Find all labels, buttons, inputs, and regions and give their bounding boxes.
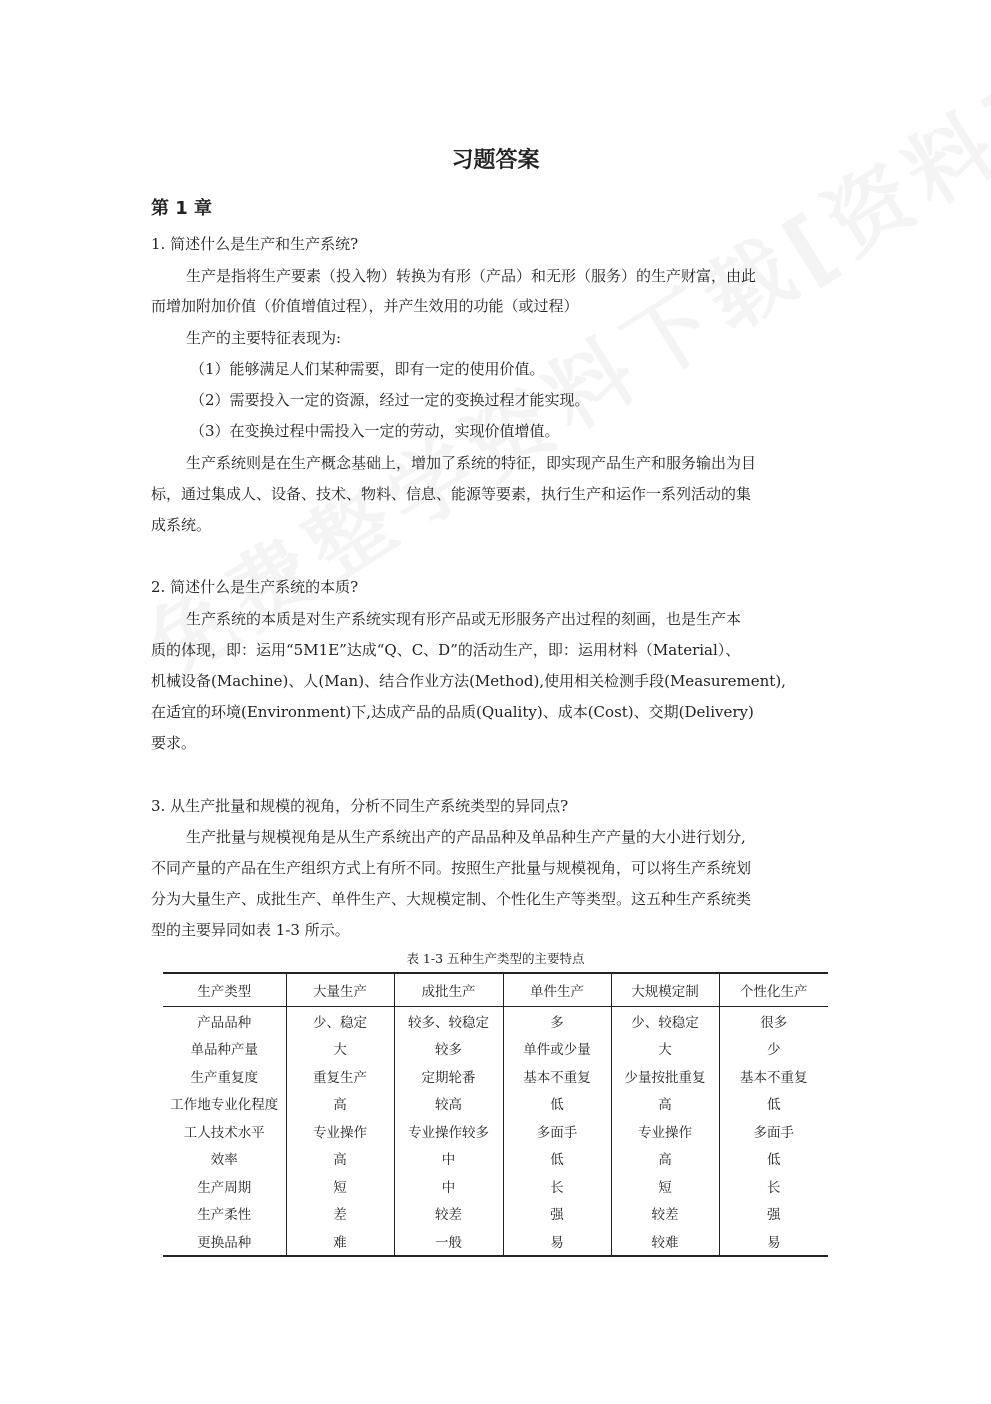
table-cell: 少、较稳定 xyxy=(611,1007,719,1035)
q2-line-1: 生产系统的本质是对生产系统实现有形产品或无形服务产出过程的刻画，也是生产本 xyxy=(186,610,742,628)
table-header-row xyxy=(163,973,828,1007)
header-cell: 大规模定制 xyxy=(611,973,719,1007)
q1-item-2: （2）需要投入一定的资源，经过一定的变换过程才能实现。 xyxy=(190,391,590,409)
q3-line-4: 型的主要异同如表 1-3 所示。 xyxy=(151,921,350,939)
q3-line-1: 生产批量与规模视角是从生产系统出产的产品品种及单品种生产产量的大小进行划分, xyxy=(186,828,746,846)
table-cell: 低 xyxy=(719,1090,828,1118)
q1-paragraph-2: 生产的主要特征表现为: xyxy=(186,329,342,347)
table-cell: 工作地专业化程度 xyxy=(163,1090,286,1118)
question-2: 2. 简述什么是生产系统的本质? xyxy=(151,578,359,596)
table-cell: 中 xyxy=(394,1172,503,1200)
q1-item-3: （3）在变换过程中需投入一定的劳动，实现价值增值。 xyxy=(190,422,560,440)
q1-item-1: （1）能够满足人们某种需要，即有一定的使用价值。 xyxy=(190,360,545,378)
table-cell: 大 xyxy=(611,1035,719,1063)
q2-line-4: 在适宜的环境(Environment)下,达成产品的品质(Quality)、成本(Cost)、交期(Delivery) xyxy=(151,703,754,721)
table-cell: 中 xyxy=(394,1145,503,1173)
table-cell: 多面手 xyxy=(719,1117,828,1145)
table-row xyxy=(163,1062,828,1090)
table-cell: 较差 xyxy=(394,1200,503,1228)
table-cell: 短 xyxy=(611,1172,719,1200)
table-cell: 易 xyxy=(719,1227,828,1256)
table-cell: 基本不重复 xyxy=(719,1062,828,1090)
question-1: 1. 简述什么是生产和生产系统? xyxy=(151,235,359,253)
table-cell: 生产柔性 xyxy=(163,1200,286,1228)
header-cell: 个性化生产 xyxy=(719,973,828,1007)
q1-paragraph-3-line-3: 成系统。 xyxy=(151,516,212,534)
q2-line-5: 要求。 xyxy=(151,734,197,752)
table-row xyxy=(163,1145,828,1173)
table-cell: 产品品种 xyxy=(163,1007,286,1035)
table-cell: 大 xyxy=(286,1035,394,1063)
table-cell: 高 xyxy=(611,1145,719,1173)
table-cell: 专业操作 xyxy=(286,1117,394,1145)
table-cell: 专业操作 xyxy=(611,1117,719,1145)
q3-line-2: 不同产量的产品在生产组织方式上有所不同。按照生产批量与规模视角，可以将生产系统划 xyxy=(151,859,752,877)
table-cell: 强 xyxy=(503,1200,611,1228)
header-cell: 单件生产 xyxy=(503,973,611,1007)
table-row xyxy=(163,1090,828,1118)
table-cell: 定期轮番 xyxy=(394,1062,503,1090)
table-cell: 易 xyxy=(503,1227,611,1256)
table-cell: 生产周期 xyxy=(163,1172,286,1200)
header-cell: 生产类型 xyxy=(163,973,286,1007)
table-cell: 较多 xyxy=(394,1035,503,1063)
table-cell: 更换品种 xyxy=(163,1227,286,1256)
header-cell: 成批生产 xyxy=(394,973,503,1007)
table-cell: 高 xyxy=(611,1090,719,1118)
table-caption: 表 1-3 五种生产类型的主要特点 xyxy=(406,951,585,966)
table-row xyxy=(163,1200,828,1228)
q2-line-2: 质的体现，即：运用“5M1E”达成“Q、C、D”的活动生产，即：运用材料（Material）、 xyxy=(151,641,741,659)
q1-paragraph-3-line-1: 生产系统则是在生产概念基础上，增加了系统的特征，即实现产品生产和服务输出为目 xyxy=(186,454,757,472)
table-cell: 单品种产量 xyxy=(163,1035,286,1063)
table-row xyxy=(163,1227,828,1256)
table-row xyxy=(163,1035,828,1063)
table-cell: 长 xyxy=(719,1172,828,1200)
table-row xyxy=(163,1172,828,1200)
table-cell: 较高 xyxy=(394,1090,503,1118)
table-cell: 工人技术水平 xyxy=(163,1117,286,1145)
table-cell: 少量按批重复 xyxy=(611,1062,719,1090)
table-cell: 高 xyxy=(286,1090,394,1118)
table-cell: 强 xyxy=(719,1200,828,1228)
q2-line-3: 机械设备(Machine)、人(Man)、结合作业方法(Method),使用相关检测手段(Measurement), xyxy=(151,672,786,690)
table-cell: 差 xyxy=(286,1200,394,1228)
header-cell: 大量生产 xyxy=(286,973,394,1007)
chapter-heading: 第 1 章 xyxy=(151,198,213,219)
table-cell: 少、稳定 xyxy=(286,1007,394,1035)
table-cell: 高 xyxy=(286,1145,394,1173)
table-cell: 较难 xyxy=(611,1227,719,1256)
table-cell: 低 xyxy=(503,1145,611,1173)
q1-paragraph-1-line-2: 而增加附加价值（价值增值过程），并产生效用的功能（或过程） xyxy=(151,297,579,315)
table-cell: 很多 xyxy=(719,1007,828,1035)
table-cell: 多面手 xyxy=(503,1117,611,1145)
table-cell: 长 xyxy=(503,1172,611,1200)
table-cell: 少 xyxy=(719,1035,828,1063)
table-cell: 多 xyxy=(503,1007,611,1035)
table-row xyxy=(163,1007,828,1035)
table-cell: 单件或少量 xyxy=(503,1035,611,1063)
table-cell: 专业操作较多 xyxy=(394,1117,503,1145)
page-title: 习题答案 xyxy=(451,148,540,173)
table-cell: 难 xyxy=(286,1227,394,1256)
table-cell: 低 xyxy=(503,1090,611,1118)
production-types-table xyxy=(163,972,828,1257)
table-cell: 较差 xyxy=(611,1200,719,1228)
q1-paragraph-1-line-1: 生产是指将生产要素（投入物）转换为有形（产品）和无形（服务）的生产财富，由此 xyxy=(186,267,757,285)
table-cell: 较多、较稳定 xyxy=(394,1007,503,1035)
table-cell: 低 xyxy=(719,1145,828,1173)
table-cell: 生产重复度 xyxy=(163,1062,286,1090)
table-cell: 短 xyxy=(286,1172,394,1200)
q3-line-3: 分为大量生产、成批生产、单件生产、大规模定制、个性化生产等类型。这五种生产系统类 xyxy=(151,890,752,908)
table-cell: 基本不重复 xyxy=(503,1062,611,1090)
table-cell: 一般 xyxy=(394,1227,503,1256)
table-cell: 效率 xyxy=(163,1145,286,1173)
question-3: 3. 从生产批量和规模的视角，分析不同生产系统类型的异同点? xyxy=(151,797,569,815)
q1-paragraph-3-line-2: 标，通过集成人、设备、技术、物料、信息、能源等要素，执行生产和运作一系列活动的集 xyxy=(151,485,752,503)
table-row xyxy=(163,1117,828,1145)
table-cell: 重复生产 xyxy=(286,1062,394,1090)
